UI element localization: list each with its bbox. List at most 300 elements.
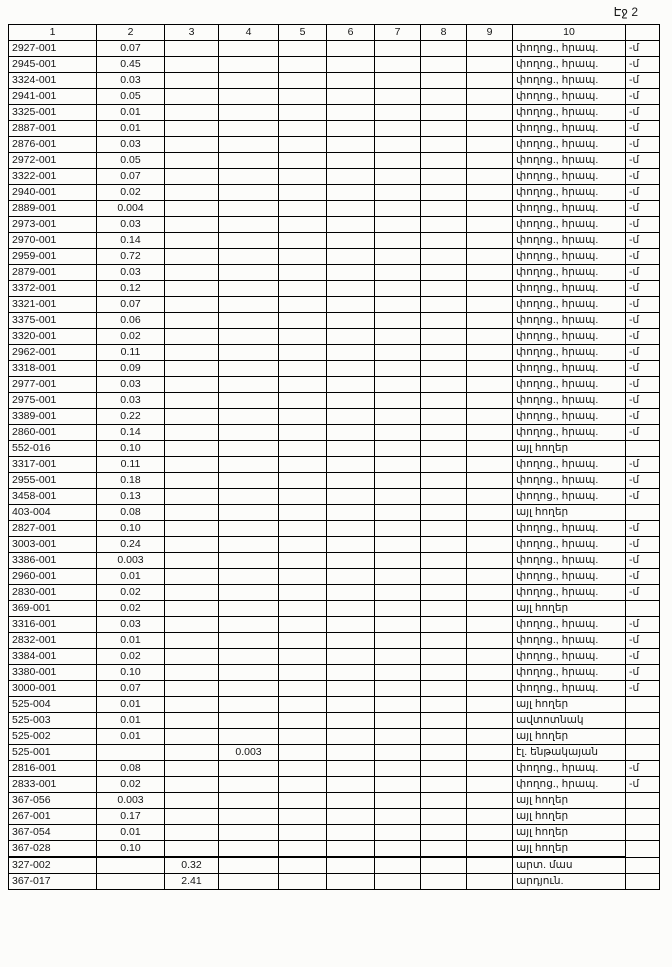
margin-annotation-mark: -մ (626, 361, 660, 377)
cell-col1: 369-001 (9, 601, 97, 617)
margin-annotation-mark: -մ (626, 649, 660, 665)
cell-col7 (375, 393, 421, 409)
cell-col2: 0.10 (97, 665, 165, 681)
cell-col1: 525-002 (9, 729, 97, 745)
table-row (9, 713, 660, 729)
cell-col4 (219, 441, 279, 457)
table-row (9, 57, 660, 73)
table-row (9, 729, 660, 745)
cell-col2: 0.07 (97, 41, 165, 57)
table-row (9, 89, 660, 105)
cell-col8 (421, 569, 467, 585)
cell-col1: 367-056 (9, 793, 97, 809)
cell-col4 (219, 729, 279, 745)
cell-col6 (327, 457, 375, 473)
cell-col3 (165, 265, 219, 281)
cell-col10: փողոց., հրապ. (513, 393, 626, 409)
cell-col6 (327, 841, 375, 858)
cell-col5 (279, 329, 327, 345)
cell-col1: 2940-001 (9, 185, 97, 201)
table-row (9, 521, 660, 537)
cell-col9 (467, 105, 513, 121)
margin-annotation-mark (626, 441, 660, 457)
cell-col6 (327, 537, 375, 553)
column-header-10: 10 (513, 25, 626, 41)
cell-col10: այլ հողեր (513, 809, 626, 825)
cell-col10: փողոց., հրապ. (513, 649, 626, 665)
cell-col6 (327, 697, 375, 713)
cell-col3 (165, 825, 219, 841)
cell-col7 (375, 777, 421, 793)
cell-col2: 0.12 (97, 281, 165, 297)
cell-col9 (467, 409, 513, 425)
cell-col6 (327, 105, 375, 121)
cell-col1: 525-003 (9, 713, 97, 729)
cell-col2: 0.02 (97, 585, 165, 601)
cell-col8 (421, 457, 467, 473)
table-row (9, 441, 660, 457)
cell-col9 (467, 553, 513, 569)
cell-col10: փողոց., հրապ. (513, 377, 626, 393)
cell-col2: 0.03 (97, 265, 165, 281)
cell-col3 (165, 73, 219, 89)
cell-col5 (279, 393, 327, 409)
cell-col6 (327, 41, 375, 57)
cell-col10: փողոց., հրապ. (513, 57, 626, 73)
table-row (9, 745, 660, 761)
cell-col7 (375, 41, 421, 57)
cell-col7 (375, 729, 421, 745)
cell-col8 (421, 185, 467, 201)
margin-annotation-mark: -մ (626, 409, 660, 425)
cell-col9 (467, 57, 513, 73)
cell-col9 (467, 89, 513, 105)
cell-col7 (375, 874, 421, 890)
cell-col7 (375, 185, 421, 201)
margin-annotation-mark: -մ (626, 633, 660, 649)
cell-col5 (279, 425, 327, 441)
cell-col5 (279, 585, 327, 601)
cell-col9 (467, 841, 513, 858)
cell-col8 (421, 137, 467, 153)
cell-col4 (219, 425, 279, 441)
cell-col3 (165, 345, 219, 361)
cell-col10: փողոց., հրապ. (513, 313, 626, 329)
cell-col4 (219, 41, 279, 57)
cell-col2: 0.05 (97, 153, 165, 169)
cell-col10: փողոց., հրապ. (513, 761, 626, 777)
cell-col6 (327, 601, 375, 617)
cell-col3 (165, 409, 219, 425)
cell-col8 (421, 601, 467, 617)
cell-col3 (165, 169, 219, 185)
cell-col7 (375, 169, 421, 185)
cell-col7 (375, 201, 421, 217)
margin-annotation-mark (626, 793, 660, 809)
cell-col5 (279, 105, 327, 121)
cell-col6 (327, 633, 375, 649)
cell-col2: 0.01 (97, 105, 165, 121)
cell-col10: փողոց., հրապ. (513, 665, 626, 681)
cell-col7 (375, 297, 421, 313)
margin-spacer (626, 25, 660, 41)
cell-col2: 0.07 (97, 169, 165, 185)
cell-col10: այլ հողեր (513, 697, 626, 713)
cell-col9 (467, 297, 513, 313)
cell-col1: 3375-001 (9, 313, 97, 329)
cell-col8 (421, 713, 467, 729)
cell-col2: 0.02 (97, 649, 165, 665)
margin-annotation-mark: -մ (626, 121, 660, 137)
cell-col6 (327, 409, 375, 425)
cell-col8 (421, 345, 467, 361)
cell-col5 (279, 665, 327, 681)
cell-col1: 2970-001 (9, 233, 97, 249)
margin-annotation-mark: -մ (626, 249, 660, 265)
cell-col7 (375, 825, 421, 841)
cell-col3 (165, 697, 219, 713)
cell-col10: փողոց., հրապ. (513, 585, 626, 601)
cell-col10: փողոց., հրապ. (513, 89, 626, 105)
cell-col10: փողոց., հրապ. (513, 329, 626, 345)
cell-col5 (279, 505, 327, 521)
cell-col7 (375, 585, 421, 601)
cell-col9 (467, 441, 513, 457)
cell-col1: 3000-001 (9, 681, 97, 697)
cell-col7 (375, 681, 421, 697)
cell-col6 (327, 825, 375, 841)
cell-col10: այլ հողեր (513, 793, 626, 809)
cell-col7 (375, 521, 421, 537)
margin-annotation-mark: -մ (626, 329, 660, 345)
cell-col1: 3003-001 (9, 537, 97, 553)
table-row (9, 265, 660, 281)
cell-col6 (327, 745, 375, 761)
cell-col10: փողոց., հրապ. (513, 265, 626, 281)
cell-col1: 552-016 (9, 441, 97, 457)
cell-col5 (279, 537, 327, 553)
cell-col6 (327, 297, 375, 313)
cell-col1: 3324-001 (9, 73, 97, 89)
cell-col4 (219, 89, 279, 105)
margin-annotation-mark: -մ (626, 313, 660, 329)
table-row (9, 377, 660, 393)
column-header-1: 1 (9, 25, 97, 41)
cell-col10: փողոց., հրապ. (513, 153, 626, 169)
cell-col5 (279, 857, 327, 874)
table-row (9, 809, 660, 825)
cell-col4 (219, 617, 279, 633)
margin-annotation-mark: -մ (626, 265, 660, 281)
cell-col2: 0.11 (97, 457, 165, 473)
cell-col5 (279, 777, 327, 793)
cell-col4 (219, 569, 279, 585)
cell-col2: 0.72 (97, 249, 165, 265)
cell-col8 (421, 329, 467, 345)
cell-col6 (327, 617, 375, 633)
cell-col4 (219, 857, 279, 874)
cell-col7 (375, 793, 421, 809)
cell-col3 (165, 233, 219, 249)
table-row (9, 489, 660, 505)
cell-col5 (279, 745, 327, 761)
margin-annotation-mark (626, 874, 660, 890)
margin-annotation-mark: -մ (626, 569, 660, 585)
margin-annotation-mark: -մ (626, 153, 660, 169)
cell-col1: 3389-001 (9, 409, 97, 425)
cell-col1: 367-017 (9, 874, 97, 890)
cell-col2: 0.02 (97, 601, 165, 617)
cell-col1: 2876-001 (9, 137, 97, 153)
cell-col9 (467, 361, 513, 377)
cell-col10: արդյուն. (513, 874, 626, 890)
cell-col3 (165, 681, 219, 697)
table-row (9, 361, 660, 377)
cell-col8 (421, 217, 467, 233)
cell-col5 (279, 633, 327, 649)
cell-col1: 403-004 (9, 505, 97, 521)
cell-col6 (327, 521, 375, 537)
cell-col9 (467, 521, 513, 537)
cell-col1: 2887-001 (9, 121, 97, 137)
cell-col6 (327, 874, 375, 890)
cell-col2: 0.18 (97, 473, 165, 489)
cell-col2: 0.10 (97, 521, 165, 537)
cell-col2: 0.003 (97, 553, 165, 569)
cell-col2: 0.01 (97, 121, 165, 137)
table-row (9, 425, 660, 441)
cell-col3 (165, 617, 219, 633)
cell-col4 (219, 553, 279, 569)
cell-col8 (421, 585, 467, 601)
cell-col1: 2959-001 (9, 249, 97, 265)
cell-col4 (219, 825, 279, 841)
cell-col4 (219, 777, 279, 793)
cell-col2: 0.01 (97, 697, 165, 713)
cell-col2: 0.09 (97, 361, 165, 377)
cell-col8 (421, 169, 467, 185)
margin-annotation-mark (626, 745, 660, 761)
table-header (9, 25, 660, 41)
cell-col3 (165, 729, 219, 745)
table-row (9, 281, 660, 297)
cell-col10: փողոց., հրապ. (513, 41, 626, 57)
cell-col5 (279, 729, 327, 745)
table-row (9, 297, 660, 313)
cell-col3: 2.41 (165, 874, 219, 890)
cell-col1: 2975-001 (9, 393, 97, 409)
cell-col10: փողոց., հրապ. (513, 137, 626, 153)
cell-col8 (421, 537, 467, 553)
table-row (9, 553, 660, 569)
cell-col8 (421, 41, 467, 57)
table-row (9, 617, 660, 633)
margin-annotation-mark: -մ (626, 617, 660, 633)
cell-col1: 2977-001 (9, 377, 97, 393)
cell-col2: 0.08 (97, 505, 165, 521)
cell-col2: 0.08 (97, 761, 165, 777)
cell-col5 (279, 265, 327, 281)
cell-col2: 0.45 (97, 57, 165, 73)
cell-col9 (467, 313, 513, 329)
cell-col10: փողոց., հրապ. (513, 473, 626, 489)
cell-col3 (165, 569, 219, 585)
table-row (9, 217, 660, 233)
margin-annotation-mark: -մ (626, 521, 660, 537)
table-row (9, 41, 660, 57)
cell-col5 (279, 249, 327, 265)
cell-col8 (421, 153, 467, 169)
cell-col3 (165, 585, 219, 601)
table-row (9, 169, 660, 185)
cell-col10: ավտոտնակ (513, 713, 626, 729)
cell-col6 (327, 761, 375, 777)
cell-col10: փողոց., հրապ. (513, 281, 626, 297)
cell-col8 (421, 617, 467, 633)
cell-col6 (327, 121, 375, 137)
cell-col8 (421, 249, 467, 265)
cell-col3 (165, 457, 219, 473)
cell-col6 (327, 73, 375, 89)
cell-col8 (421, 73, 467, 89)
cell-col4 (219, 793, 279, 809)
cell-col3 (165, 505, 219, 521)
cell-col10: փողոց., հրապ. (513, 457, 626, 473)
cell-col7 (375, 217, 421, 233)
cell-col10: այլ հողեր (513, 841, 626, 858)
margin-annotation-mark: -մ (626, 185, 660, 201)
cell-col7 (375, 377, 421, 393)
cell-col3 (165, 649, 219, 665)
cell-col3 (165, 185, 219, 201)
cell-col10: փողոց., հրապ. (513, 553, 626, 569)
table-row (9, 505, 660, 521)
cell-col8 (421, 633, 467, 649)
cell-col6 (327, 665, 375, 681)
cell-col2: 0.07 (97, 681, 165, 697)
cell-col3 (165, 633, 219, 649)
cell-col6 (327, 777, 375, 793)
margin-annotation-mark: -մ (626, 297, 660, 313)
cell-col2: 0.004 (97, 201, 165, 217)
cell-col1: 2816-001 (9, 761, 97, 777)
cell-col9 (467, 473, 513, 489)
cell-col6 (327, 201, 375, 217)
cell-col9 (467, 281, 513, 297)
cell-col7 (375, 281, 421, 297)
cell-col2: 0.11 (97, 345, 165, 361)
table-row (9, 153, 660, 169)
cell-col3 (165, 537, 219, 553)
cell-col9 (467, 585, 513, 601)
margin-annotation-mark: -մ (626, 425, 660, 441)
cell-col9 (467, 201, 513, 217)
cell-col10: փողոց., հրապ. (513, 521, 626, 537)
cell-col4 (219, 505, 279, 521)
table-row (9, 649, 660, 665)
margin-annotation-mark: -մ (626, 137, 660, 153)
cell-col9 (467, 73, 513, 89)
cell-col1: 2889-001 (9, 201, 97, 217)
cell-col7 (375, 121, 421, 137)
cell-col9 (467, 489, 513, 505)
table-row (9, 185, 660, 201)
cell-col5 (279, 697, 327, 713)
cell-col1: 3386-001 (9, 553, 97, 569)
cell-col6 (327, 185, 375, 201)
cell-col5 (279, 409, 327, 425)
cell-col4 (219, 521, 279, 537)
column-header-4: 4 (219, 25, 279, 41)
table-row (9, 537, 660, 553)
cell-col4 (219, 265, 279, 281)
cell-col9 (467, 121, 513, 137)
cell-col9 (467, 137, 513, 153)
cell-col4 (219, 249, 279, 265)
cell-col6 (327, 553, 375, 569)
cell-col10: փողոց., հրապ. (513, 105, 626, 121)
cell-col3 (165, 377, 219, 393)
cell-col3 (165, 105, 219, 121)
cell-col3 (165, 297, 219, 313)
cell-col3 (165, 121, 219, 137)
cell-col8 (421, 649, 467, 665)
cell-col3 (165, 601, 219, 617)
cell-col8 (421, 441, 467, 457)
margin-annotation-mark: -մ (626, 41, 660, 57)
cell-col9 (467, 233, 513, 249)
cell-col7 (375, 841, 421, 858)
cell-col5 (279, 121, 327, 137)
cell-col3 (165, 153, 219, 169)
cell-col6 (327, 809, 375, 825)
cell-col9 (467, 41, 513, 57)
margin-annotation-mark: -մ (626, 665, 660, 681)
cell-col8 (421, 121, 467, 137)
margin-annotation-mark: -մ (626, 345, 660, 361)
cell-col2: 0.14 (97, 425, 165, 441)
cell-col5 (279, 553, 327, 569)
cell-col5 (279, 874, 327, 890)
cell-col3 (165, 281, 219, 297)
cell-col1: 2973-001 (9, 217, 97, 233)
cell-col7 (375, 601, 421, 617)
cell-col5 (279, 793, 327, 809)
cell-col10: փողոց., հրապ. (513, 73, 626, 89)
cell-col1: 525-004 (9, 697, 97, 713)
cell-col1: 525-001 (9, 745, 97, 761)
cell-col9 (467, 649, 513, 665)
margin-annotation-mark: -մ (626, 105, 660, 121)
cell-col8 (421, 89, 467, 105)
cell-col7 (375, 249, 421, 265)
cell-col3 (165, 89, 219, 105)
cell-col10: փողոց., հրապ. (513, 233, 626, 249)
cell-col4 (219, 585, 279, 601)
margin-annotation-mark: -մ (626, 553, 660, 569)
cell-col2: 0.03 (97, 617, 165, 633)
table-row (9, 201, 660, 217)
cell-col5 (279, 361, 327, 377)
cell-col7 (375, 617, 421, 633)
cell-col7 (375, 665, 421, 681)
cell-col1: 2827-001 (9, 521, 97, 537)
cell-col1: 3325-001 (9, 105, 97, 121)
cell-col9 (467, 713, 513, 729)
table-row (9, 601, 660, 617)
cell-col1: 2832-001 (9, 633, 97, 649)
table-row (9, 793, 660, 809)
